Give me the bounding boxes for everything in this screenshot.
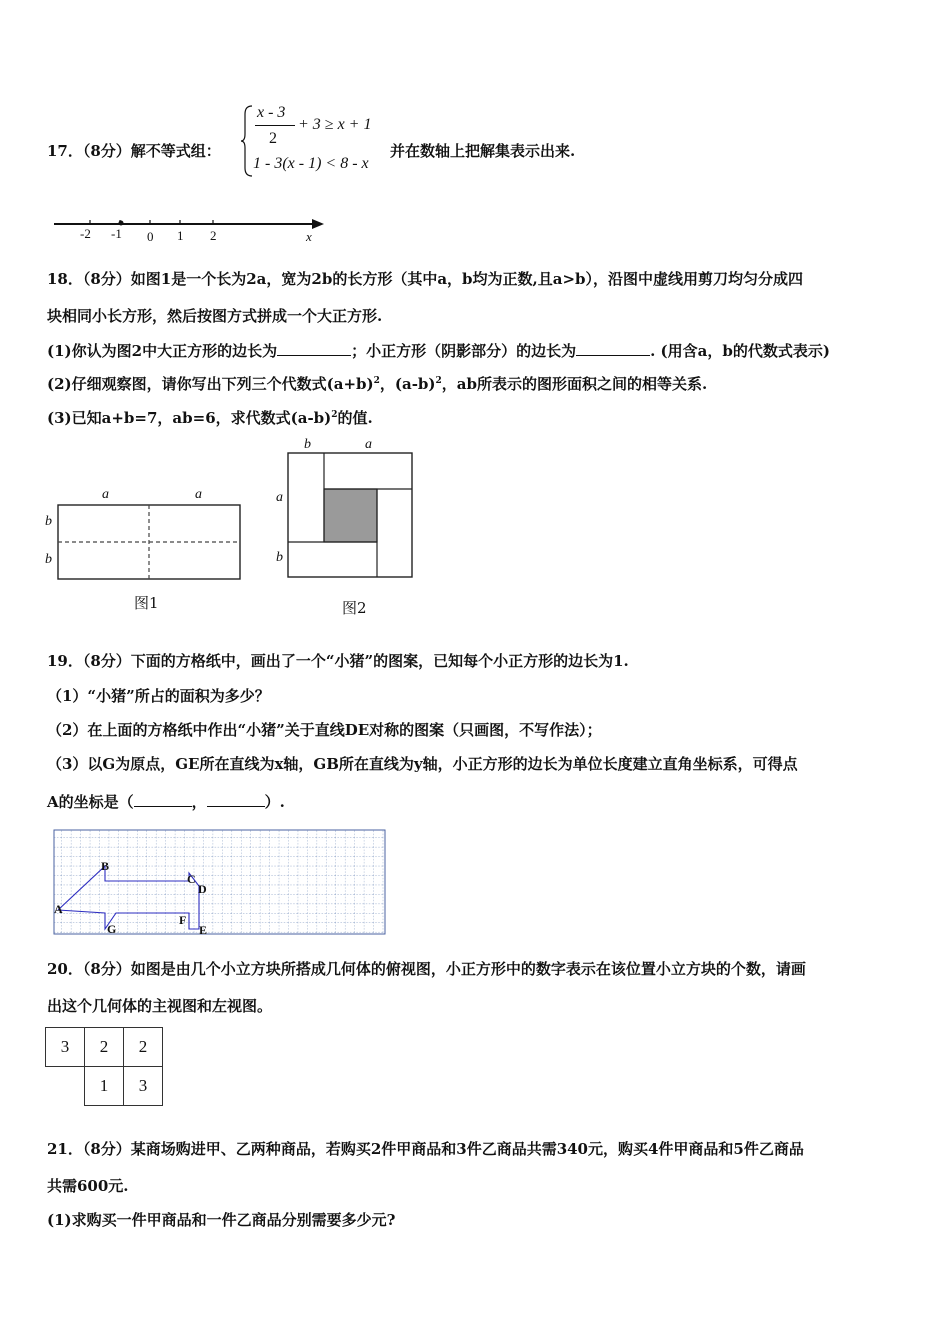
tick-label: 0 (147, 229, 154, 244)
fig1-label-b: b (45, 552, 52, 567)
axis-variable: x (306, 229, 312, 244)
grid-cell: 3 (46, 1028, 85, 1067)
grid-cell: 3 (124, 1067, 163, 1106)
answer-blank[interactable] (277, 341, 351, 356)
tick-label: 1 (177, 228, 184, 243)
grid-paper (52, 828, 388, 936)
ineq1-numerator: x - 3 (257, 104, 286, 121)
answer-blank[interactable] (134, 792, 192, 807)
grid-cell-empty (46, 1067, 85, 1106)
fig1-label-a: a (102, 487, 109, 502)
q17-prefix: 17．（8分）解不等式组： (47, 142, 221, 160)
answer-blank[interactable] (576, 341, 650, 356)
q18-line1: 18．（8分）如图1是一个长为2a，宽为2b的长方形（其中a，b均为正数,且a>b），沿图中虚线用剪刀均匀分成四 (47, 270, 804, 288)
point-label-c: C (187, 872, 196, 886)
fig2-label-b: b (304, 437, 311, 452)
grid-cell: 1 (85, 1067, 124, 1106)
fig2-label-a: a (365, 437, 372, 452)
top-view-grid (45, 1027, 163, 1106)
q18-part3: (3)已知a+b=7，ab=6，求代数式$(a-b)^2$的值. (47, 409, 373, 427)
q19-part3: （3）以G为原点，GE所在直线为x轴，GB所在直线为y轴，小正方形的边长为单位长度建立直角坐标系，可得点 (47, 755, 798, 773)
tick-label: -2 (80, 226, 91, 241)
fig1-label-a: a (195, 487, 202, 502)
ineq1-denominator: 2 (269, 130, 277, 147)
q18-part2: (2)仔细观察图，请你写出下列三个代数式$(a+b)^2$，$(a-b)^2$，ab所表示的图形面积之间的相等关系. (47, 375, 708, 393)
point-label-g: G (107, 922, 117, 936)
q19-part1: （1）“小猪”所占的面积为多少？ (47, 687, 270, 705)
q19-part2: （2）在上面的方格纸中作出“小猪”关于直线DE对称的图案（只画图，不写作法）； (47, 721, 602, 739)
q19-part4: A的坐标是（ ， ）. (47, 793, 285, 811)
figure-1-caption: 图1 (134, 594, 159, 612)
ineq1-rest: + 3 ≥ x + 1 (298, 116, 372, 133)
figure-2-caption: 图2 (342, 599, 367, 617)
q20-line1: 20．（8分）如图是由几个小立方块所搭成几何体的俯视图，小正方形中的数字表示在该位置小立方块的个数，请画 (47, 960, 806, 978)
point-label-d: D (198, 882, 207, 896)
grid-cell: 2 (124, 1028, 163, 1067)
q20-line2: 出这个几何体的主视图和左视图。 (47, 997, 273, 1015)
q21-line1: 21．（8分）某商场购进甲、乙两种商品，若购买2件甲商品和3件乙商品共需340元，购买4件甲商品和5件乙商品 (47, 1140, 804, 1158)
q21-part1: (1)求购买一件甲商品和一件乙商品分别需要多少元? (47, 1211, 396, 1229)
point-label-e: E (199, 923, 208, 937)
q21-line2: 共需600元. (47, 1177, 129, 1195)
ineq2: 1 - 3(x - 1) < 8 - x (253, 155, 369, 172)
point-label-f: F (179, 913, 187, 927)
fig2-label-a: a (276, 490, 283, 505)
answer-blank[interactable] (207, 792, 265, 807)
q19-line1: 19．（8分）下面的方格纸中，画出了一个“小猪”的图案，已知每个小正方形的边长为1. (47, 652, 629, 670)
point-label-b: B (101, 859, 110, 873)
q18-part1: (1)你认为图2中大正方形的边长为 ；小正方形（阴影部分）的边长为 . (用含a，b的代数式表示) (47, 342, 830, 360)
point-label-a: A (54, 902, 63, 916)
q17-suffix: 并在数轴上把解集表示出来. (390, 142, 576, 160)
fig2-label-b: b (276, 550, 283, 565)
grid-cell: 2 (85, 1028, 124, 1067)
fig1-label-b: b (45, 514, 52, 529)
fraction-bar (255, 125, 295, 126)
figure-2-square (286, 451, 416, 581)
number-line (50, 212, 330, 246)
tick-label: 2 (210, 228, 217, 243)
q18-line2: 块相同小长方形，然后按图方式拼成一个大正方形. (47, 307, 383, 325)
brace-icon (240, 104, 254, 178)
tick-label: -1 (111, 226, 122, 241)
figure-1-rectangle (55, 502, 245, 582)
